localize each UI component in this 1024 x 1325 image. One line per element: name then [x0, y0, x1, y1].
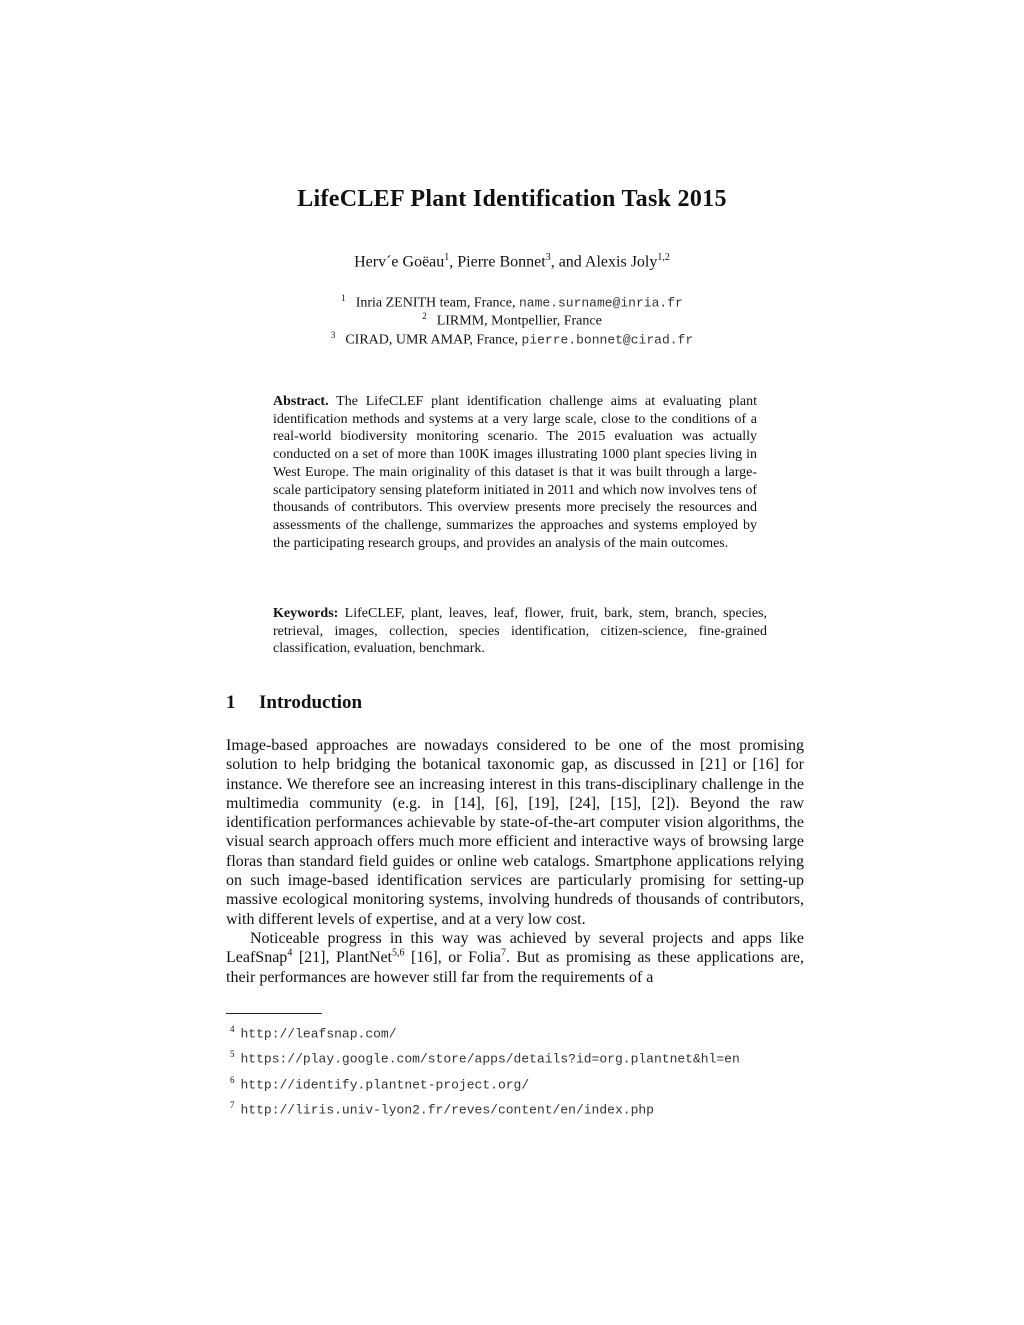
affiliation-text: CIRAD, UMR AMAP, France,: [345, 332, 522, 348]
author-separator: ,: [449, 253, 458, 271]
footnote-number: 6: [230, 1074, 235, 1085]
paragraph-text: Noticeable progress in this way was achieved by several projects and apps like LeafSnap: [226, 929, 804, 967]
abstract-label: Abstract.: [273, 394, 329, 409]
footnote: [230, 1095, 740, 1120]
affiliation-email[interactable]: name.surname@inria.fr: [518, 295, 683, 311]
footnote-url[interactable]: http://leafsnap.com/: [240, 1026, 397, 1042]
footnote-ref[interactable]: 5,6: [392, 947, 405, 959]
affiliation-number: 3: [330, 330, 336, 340]
author-name: Pierre Bonnet: [457, 253, 546, 271]
section-title: Introduction: [259, 692, 363, 713]
paper-title: LifeCLEF Plant Identification Task 2015: [297, 186, 727, 212]
section-number: 1: [226, 692, 236, 713]
footnote-divider: [226, 1013, 322, 1014]
footnote: [230, 1070, 740, 1095]
paragraph: [226, 929, 804, 987]
keywords: [273, 605, 767, 658]
author-name: Herv´e Goëau: [354, 253, 445, 271]
affiliation-text: LIRMM, Montpellier, France: [436, 313, 602, 329]
introduction-body: [226, 736, 804, 987]
footnote: [230, 1044, 740, 1069]
footnote-ref[interactable]: 4: [287, 947, 293, 959]
author-affiliation-mark: 1,2: [657, 252, 670, 263]
footnote-url[interactable]: http://identify.plantnet-project.org/: [240, 1076, 530, 1092]
abstract: [273, 393, 757, 552]
paragraph-text: [16], or Folia: [404, 949, 501, 967]
footnote-number: 7: [230, 1099, 235, 1110]
author-affiliation-mark: 1: [444, 252, 450, 263]
affiliation-text: Inria ZENITH team, France,: [355, 295, 519, 311]
keywords-text: LifeCLEF, plant, leaves, leaf, flower, fruit, bark, stem, branch, species, retrieval, images, collection, species identification, citizen-science, fine-grained classification, evaluation, benchmark.: [273, 606, 768, 657]
footnotes: [230, 1019, 740, 1120]
footnote-url[interactable]: http://liris.univ-lyon2.fr/reves/content/en/index.php: [240, 1102, 654, 1118]
author-list: [0, 252, 1024, 271]
footnote-number: 4: [230, 1024, 235, 1034]
footnote-ref[interactable]: 7: [500, 947, 506, 959]
abstract-text: The LifeCLEF plant identification challenge aims at evaluating plant identification methods and systems at a very large scale, close to the conditions of a real-world biodiversity monitoring scenario. The 2015 evaluation was actually conducted on a set of more than 100K images illustrating 1000 plant species living in West Europe. The main originality of this dataset is that it was built through a large-scale participatory sensing plateform initiated in 2011 and which now involves tens of thousands of contributors. This overview presents more precisely the resources and assessments of the challenge, summarizes the approaches and systems employed by the participating research groups, and provides an analysis of the main outcomes.: [273, 394, 758, 551]
paragraph-text: [21], PlantNet: [292, 949, 393, 967]
footnote: [230, 1019, 740, 1044]
paragraph: Image-based approaches are nowadays considered to be one of the most promising solution to help bridging the botanical taxonomic gap, as discussed in [21] or [16] for instance. We therefore see an increasing interest in this trans-disciplinary challenge in the multimedia community (e.g. in [14], [6], [19], [24], [15], [2]). Beyond the raw identification performances achievable by state-of-the-art computer vision algorithms, the visual search approach offers much more efficient and interactive ways of browsing large floras than standard field guides or online web catalogs. Smartphone applications relying on such image-based identification services are particularly promising for setting-up massive ecological monitoring systems, involving hundreds of thousands of contributors, with different levels of expertise, and at a very low cost.: [226, 737, 804, 928]
author-name: Alexis Joly: [584, 253, 658, 271]
author-affiliation-mark: 3: [545, 252, 551, 263]
affiliation-email[interactable]: pierre.bonnet@cirad.fr: [521, 332, 694, 348]
affiliation-number: 2: [422, 311, 427, 321]
affiliation: [0, 326, 1024, 350]
paragraph-text: . But as promising as these applications are, their performances are however still far from the requirements of a: [226, 949, 805, 986]
affiliation-number: 1: [341, 293, 346, 303]
footnote-number: 5: [230, 1049, 235, 1060]
footnote-url[interactable]: https://play.google.com/store/apps/details?id=org.plantnet&hl=en: [240, 1051, 740, 1067]
author-separator: , and: [550, 253, 585, 271]
keywords-label: Keywords:: [273, 606, 339, 621]
section-heading: [226, 692, 362, 714]
